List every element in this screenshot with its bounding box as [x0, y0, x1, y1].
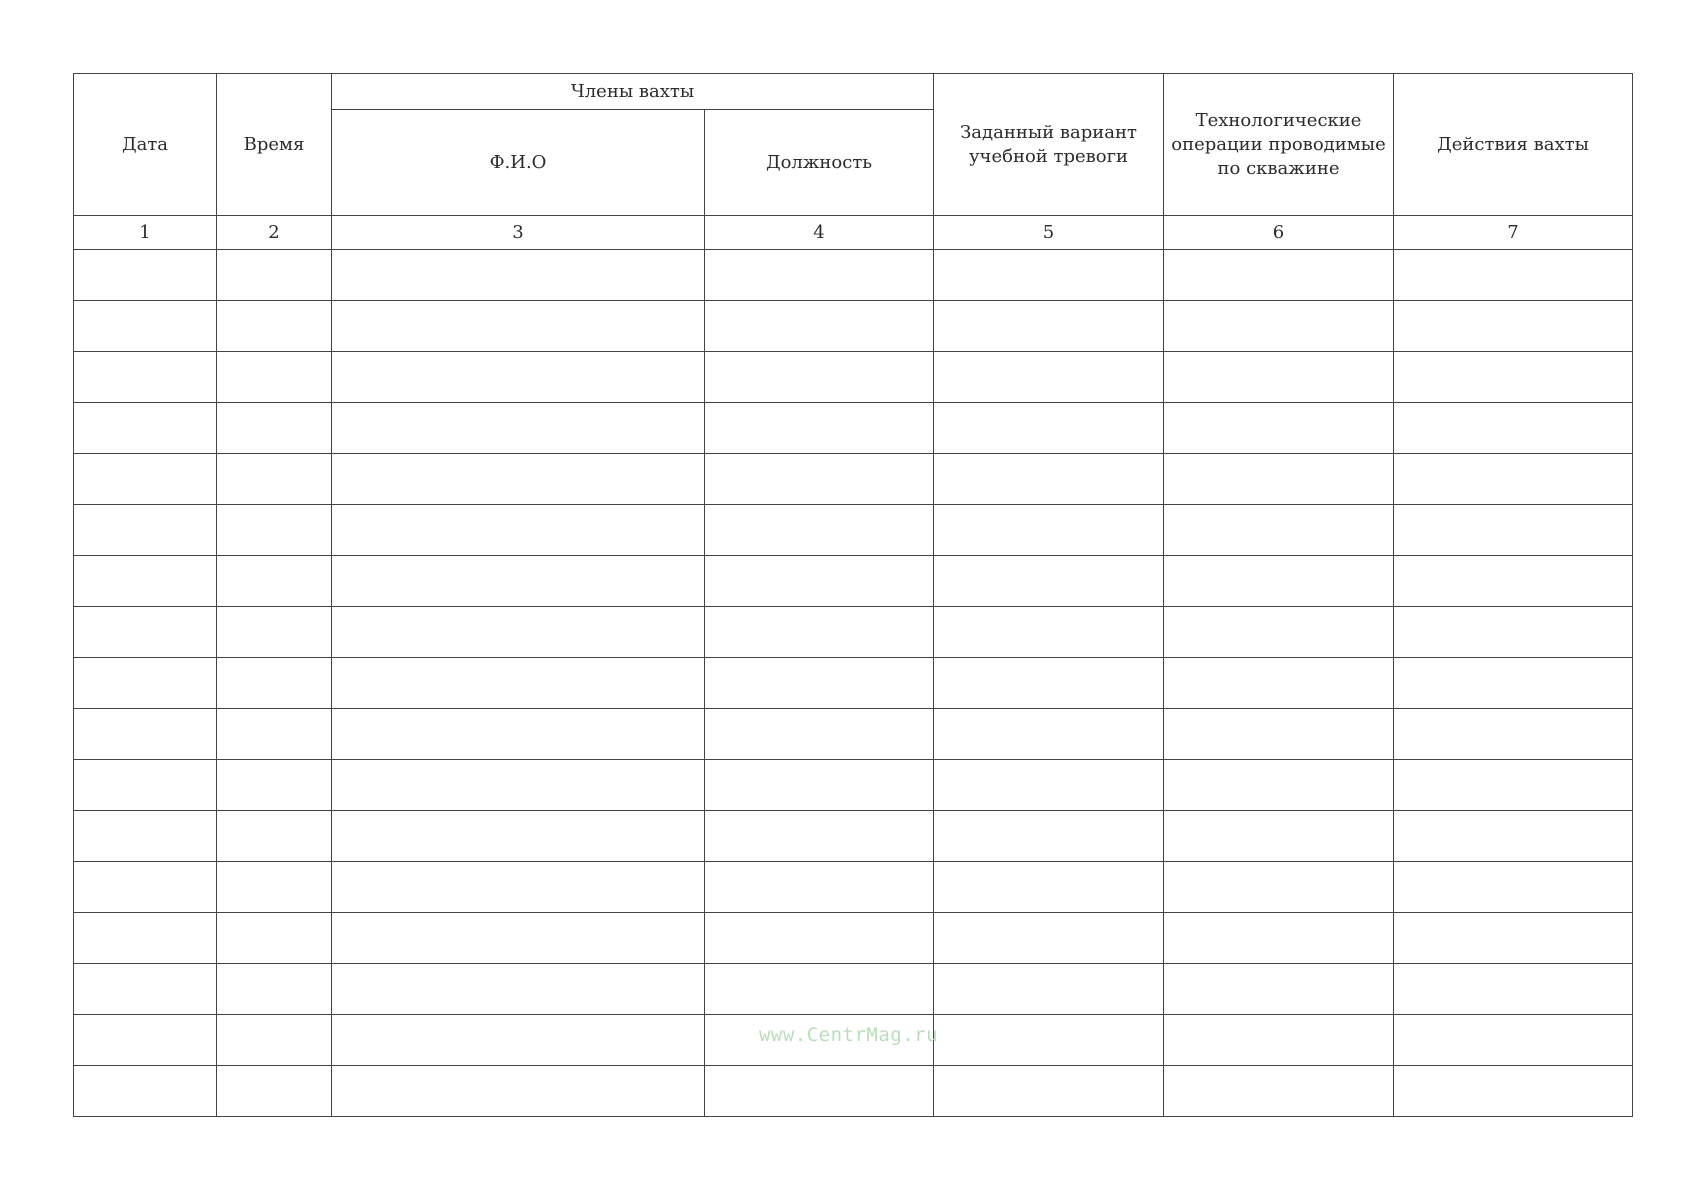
table-cell[interactable]: [1394, 1066, 1633, 1117]
table-row: [74, 964, 1633, 1015]
table-cell[interactable]: [332, 760, 705, 811]
table-cell[interactable]: [217, 250, 332, 301]
table-cell[interactable]: [1394, 607, 1633, 658]
header-date: Дата: [74, 74, 217, 216]
header-time: Время: [217, 74, 332, 216]
table-cell[interactable]: [332, 862, 705, 913]
table-cell[interactable]: [934, 250, 1164, 301]
column-number: 4: [705, 216, 934, 250]
table-cell[interactable]: [705, 454, 934, 505]
journal-body: [74, 250, 1633, 1117]
table-cell[interactable]: [705, 250, 934, 301]
table-cell[interactable]: [1394, 760, 1633, 811]
table-row: [74, 454, 1633, 505]
table-cell[interactable]: [1164, 250, 1394, 301]
column-number: 5: [934, 216, 1164, 250]
table-cell[interactable]: [934, 760, 1164, 811]
table-cell[interactable]: [705, 352, 934, 403]
table-cell[interactable]: [1164, 403, 1394, 454]
table-cell[interactable]: [217, 913, 332, 964]
table-cell[interactable]: [1164, 709, 1394, 760]
column-number: 7: [1394, 216, 1633, 250]
table-cell[interactable]: [1164, 505, 1394, 556]
table-cell[interactable]: [1164, 964, 1394, 1015]
table-cell[interactable]: [705, 964, 934, 1015]
table-cell[interactable]: [217, 811, 332, 862]
table-row: [74, 1066, 1633, 1117]
column-number: 6: [1164, 216, 1394, 250]
table-cell[interactable]: [705, 301, 934, 352]
table-cell[interactable]: [74, 964, 217, 1015]
table-cell[interactable]: [1394, 505, 1633, 556]
table-cell[interactable]: [705, 760, 934, 811]
column-number: 1: [74, 216, 217, 250]
table-cell[interactable]: [1394, 709, 1633, 760]
table-cell[interactable]: [74, 811, 217, 862]
table-cell[interactable]: [934, 964, 1164, 1015]
table-cell[interactable]: [705, 862, 934, 913]
table-cell[interactable]: [934, 403, 1164, 454]
table-cell[interactable]: [1394, 352, 1633, 403]
table-cell[interactable]: [217, 505, 332, 556]
table-cell[interactable]: [705, 811, 934, 862]
table-cell[interactable]: [705, 556, 934, 607]
table-cell[interactable]: [705, 658, 934, 709]
table-cell[interactable]: [1164, 811, 1394, 862]
table-cell[interactable]: [217, 556, 332, 607]
table-cell[interactable]: [74, 862, 217, 913]
table-cell[interactable]: [1164, 913, 1394, 964]
table-cell[interactable]: [217, 862, 332, 913]
table-cell[interactable]: [705, 505, 934, 556]
table-cell[interactable]: [74, 607, 217, 658]
table-cell[interactable]: [332, 811, 705, 862]
table-cell[interactable]: [74, 403, 217, 454]
table-cell[interactable]: [1394, 250, 1633, 301]
table-cell[interactable]: [934, 454, 1164, 505]
table-cell[interactable]: [1394, 964, 1633, 1015]
table-cell[interactable]: [217, 607, 332, 658]
table-cell[interactable]: [1394, 301, 1633, 352]
table-cell[interactable]: [217, 964, 332, 1015]
table-cell[interactable]: [1394, 403, 1633, 454]
header-drill-variant: Заданный вариант учебной тревоги: [934, 74, 1164, 216]
table-cell[interactable]: [332, 454, 705, 505]
table-row: [74, 352, 1633, 403]
table-cell[interactable]: [74, 913, 217, 964]
table-cell[interactable]: [332, 709, 705, 760]
table-cell[interactable]: [934, 862, 1164, 913]
table-row: [74, 913, 1633, 964]
table-cell[interactable]: [332, 301, 705, 352]
table-cell[interactable]: [1394, 862, 1633, 913]
table-cell[interactable]: [705, 913, 934, 964]
table-cell[interactable]: [74, 1066, 217, 1117]
table-cell[interactable]: [74, 301, 217, 352]
journal-sheet: [73, 73, 1632, 1117]
table-cell[interactable]: [217, 352, 332, 403]
table-row: [74, 607, 1633, 658]
header-watch-members: Члены вахты: [332, 74, 934, 110]
table-cell[interactable]: [332, 913, 705, 964]
table-cell[interactable]: [74, 505, 217, 556]
table-cell[interactable]: [1164, 760, 1394, 811]
table-cell[interactable]: [217, 658, 332, 709]
table-row: [74, 556, 1633, 607]
table-cell[interactable]: [1394, 556, 1633, 607]
table-cell[interactable]: [934, 1066, 1164, 1117]
table-row: [74, 760, 1633, 811]
table-cell[interactable]: [74, 250, 217, 301]
header-position: Должность: [705, 110, 934, 216]
table-cell[interactable]: [1394, 811, 1633, 862]
table-cell[interactable]: [934, 352, 1164, 403]
table-row: [74, 301, 1633, 352]
table-cell[interactable]: [332, 505, 705, 556]
table-cell[interactable]: [332, 403, 705, 454]
table-cell[interactable]: [1394, 454, 1633, 505]
table-cell[interactable]: [217, 301, 332, 352]
table-row: [74, 709, 1633, 760]
table-cell[interactable]: [934, 607, 1164, 658]
table-cell[interactable]: [217, 709, 332, 760]
table-cell[interactable]: [934, 505, 1164, 556]
table-cell[interactable]: [217, 1066, 332, 1117]
table-cell[interactable]: [332, 1066, 705, 1117]
table-cell[interactable]: [1394, 658, 1633, 709]
table-cell[interactable]: [1164, 352, 1394, 403]
table-row: [74, 862, 1633, 913]
table-row: [74, 250, 1633, 301]
table-cell[interactable]: [705, 607, 934, 658]
table-cell[interactable]: [217, 403, 332, 454]
table-cell[interactable]: [1164, 556, 1394, 607]
table-cell[interactable]: [934, 301, 1164, 352]
table-cell[interactable]: [934, 709, 1164, 760]
table-cell[interactable]: [1164, 454, 1394, 505]
table-cell[interactable]: [332, 250, 705, 301]
table-cell[interactable]: [332, 964, 705, 1015]
table-cell[interactable]: [934, 658, 1164, 709]
table-cell[interactable]: [74, 454, 217, 505]
table-row: [74, 811, 1633, 862]
table-row: [74, 505, 1633, 556]
watermark: www.CentrMag.ru: [758, 1024, 939, 1046]
table-cell[interactable]: [217, 454, 332, 505]
table-cell[interactable]: [74, 760, 217, 811]
table-cell[interactable]: [332, 607, 705, 658]
table-cell[interactable]: [1164, 862, 1394, 913]
table-cell[interactable]: [332, 658, 705, 709]
header-full-name: Ф.И.О: [332, 110, 705, 216]
table-cell[interactable]: [217, 760, 332, 811]
table-cell[interactable]: [332, 556, 705, 607]
table-cell[interactable]: [1164, 658, 1394, 709]
column-numbers-row: [74, 216, 1633, 250]
table-cell[interactable]: [332, 352, 705, 403]
table-cell[interactable]: [705, 709, 934, 760]
table-cell[interactable]: [934, 811, 1164, 862]
column-number: 2: [217, 216, 332, 250]
watch-drill-journal-table: [73, 73, 1633, 1117]
table-cell[interactable]: [1164, 301, 1394, 352]
table-cell[interactable]: [1164, 607, 1394, 658]
table-cell[interactable]: [74, 709, 217, 760]
table-row: [74, 403, 1633, 454]
table-cell[interactable]: [1394, 913, 1633, 964]
header-operations: Технологические операции проводимые по скважине: [1164, 74, 1394, 216]
column-number: 3: [332, 216, 705, 250]
table-cell[interactable]: [1164, 1066, 1394, 1117]
table-cell[interactable]: [705, 403, 934, 454]
table-cell[interactable]: [934, 556, 1164, 607]
table-cell[interactable]: [705, 1066, 934, 1117]
table-cell[interactable]: [74, 556, 217, 607]
table-cell[interactable]: [74, 658, 217, 709]
table-cell[interactable]: [74, 352, 217, 403]
table-row: [74, 658, 1633, 709]
table-cell[interactable]: [934, 913, 1164, 964]
header-watch-actions: Действия вахты: [1394, 74, 1633, 216]
